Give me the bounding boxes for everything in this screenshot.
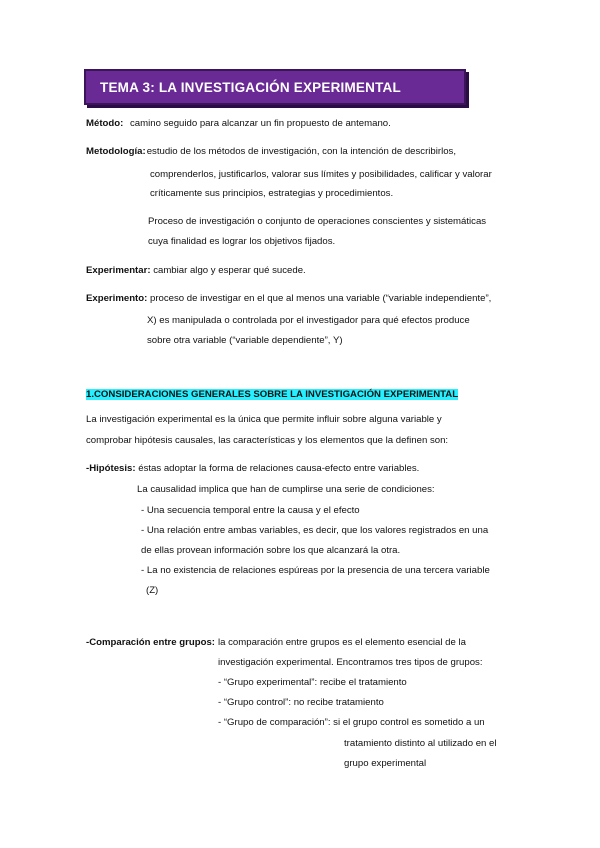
hipotesis-term: -Hipótesis: [86, 463, 136, 474]
comparacion-line-3: - “Grupo experimental”: recibe el tratamiento [218, 677, 407, 688]
section-heading-text: 1.CONSIDERACIONES GENERALES SOBRE LA INVESTIGACIÓN EXPERIMENTAL [86, 389, 459, 400]
hipotesis-item-4: - La no existencia de relaciones espúreas por la presencia de una tercera variable [141, 565, 490, 576]
section-heading [86, 389, 458, 401]
comparacion-line-7: grupo experimental [344, 758, 427, 769]
comparacion-line-2: investigación experimental. Encontramos tres tipos de grupos: [218, 657, 483, 668]
hipotesis-line [86, 463, 419, 475]
metodologia-def-3: críticamente sus principios, estrategias y procedimientos. [150, 188, 394, 199]
metodo-definition: camino seguido para alcanzar un fin propuesto de antemano. [129, 118, 391, 129]
page-title: TEMA 3: LA INVESTIGACIÓN EXPERIMENTAL [100, 80, 401, 95]
hipotesis-item-2: - Una relación entre ambas variables, es decir, que los valores registrados en una [141, 525, 489, 536]
metodo-term: Método: [86, 118, 124, 129]
section-intro-2: comprobar hipótesis causales, las características y los elementos que la definen son: [86, 435, 449, 446]
experimentar-definition: cambiar algo y esperar qué sucede. [153, 265, 306, 276]
comparacion-line-4: - “Grupo control”: no recibe tratamiento [218, 697, 384, 708]
hipotesis-item-3: de ellas provean información sobre los que alcanzará la otra. [141, 545, 401, 556]
experimento-def-3: sobre otra variable (“variable dependiente”, Y) [147, 335, 343, 346]
metodologia-second-1: Proceso de investigación o conjunto de operaciones conscientes y sistemáticas [148, 216, 487, 227]
hipotesis-item-1: - Una secuencia temporal entre la causa y el efecto [141, 505, 360, 516]
comparacion-line-6: tratamiento distinto al utilizado en el [344, 738, 497, 749]
metodologia-def-2: comprenderlos, justificarlos, valorar sus límites y posibilidades, calificar y valorar [150, 169, 492, 180]
experimento-def-1: proceso de investigar en el que al menos una variable (“variable independiente”, [149, 293, 492, 304]
experimento-def-2: X) es manipulada o controlada por el investigador para qué efectos produce [147, 315, 470, 326]
comparacion-line-5: - “Grupo de comparación”: si el grupo control es sometido a un [218, 717, 485, 728]
metodologia-line [86, 146, 456, 158]
experimento-term: Experimento: [86, 293, 148, 304]
metodo-line [86, 118, 391, 130]
comparacion-line-1: la comparación entre grupos es el elemento esencial de la [218, 637, 466, 648]
experimentar-line [86, 265, 306, 277]
metodologia-def-1: estudio de los métodos de investigación, con la intención de describirlos, [146, 146, 457, 157]
hipotesis-definition: éstas adoptar la forma de relaciones causa-efecto entre variables. [138, 463, 420, 474]
experimentar-term: Experimentar: [86, 265, 151, 276]
metodologia-second-2: cuya finalidad es lograr los objetivos fijados. [148, 236, 336, 247]
metodologia-term: Metodología: [86, 146, 146, 157]
section-intro-1: La investigación experimental es la única que permite influir sobre alguna variable y [86, 414, 442, 425]
experimento-line [86, 293, 491, 305]
hipotesis-sub: La causalidad implica que han de cumplirse una serie de condiciones: [137, 484, 435, 495]
comparacion-term-text: -Comparación entre grupos: [86, 637, 215, 648]
comparacion-term [86, 637, 215, 649]
title-banner [84, 69, 466, 105]
hipotesis-item-5: (Z) [146, 585, 159, 596]
